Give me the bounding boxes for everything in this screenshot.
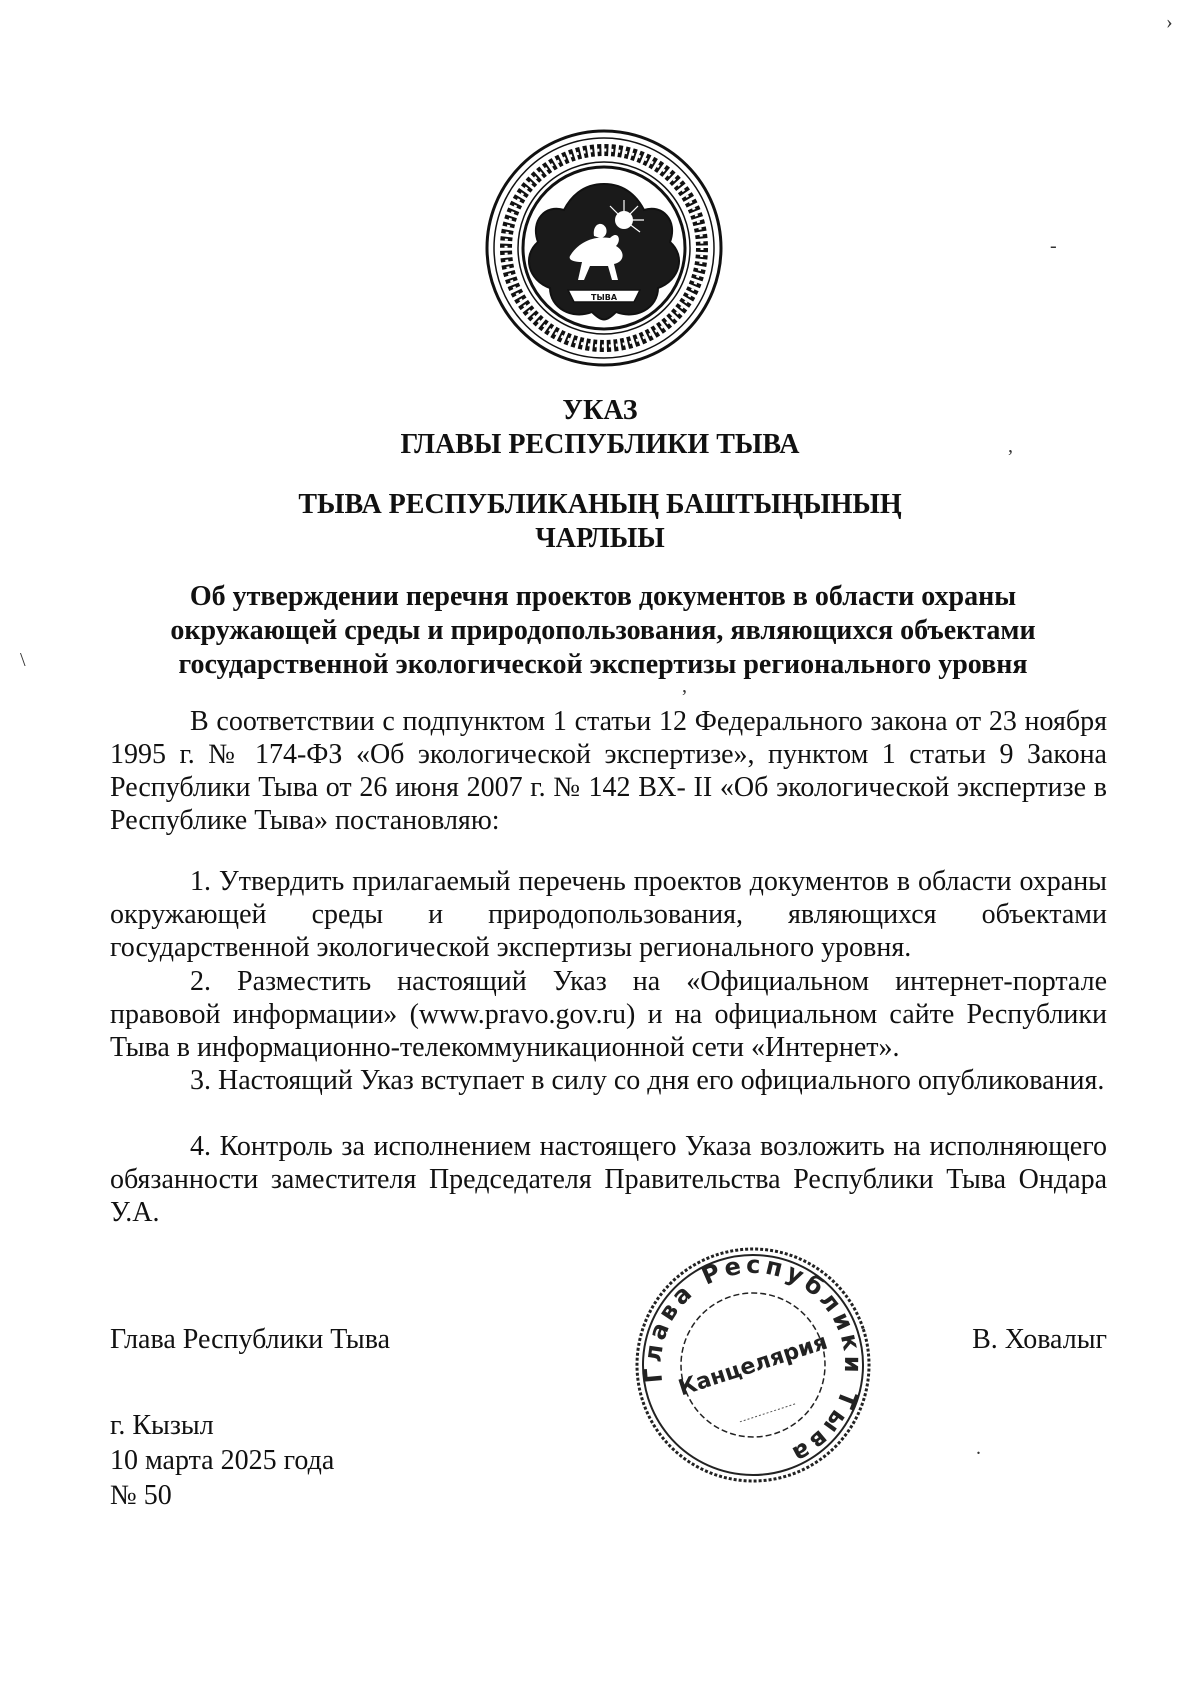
decree-item-1: 1. Утвердить прилагаемый перечень проектов документов в области охраны окружающей среды и природопользования, являющихся объектами государственной экологической экспертизы регионального уровня. xyxy=(110,866,1107,963)
scan-speck: - xyxy=(1050,235,1057,257)
scan-speck: , xyxy=(682,675,687,697)
scan-speck: \ xyxy=(20,649,26,671)
official-stamp-icon xyxy=(628,1240,878,1490)
issuer-heading: ГЛАВЫ РЕСПУБЛИКИ ТЫВА xyxy=(400,429,800,460)
document-type-heading: УКАЗ xyxy=(562,395,638,426)
emblem-ribbon-text: ТЫВА xyxy=(590,293,618,302)
city: г. Кызыл xyxy=(110,1410,214,1441)
decree-item-3: 3. Настоящий Указ вступает в силу со дня его официального опубликования. xyxy=(190,1065,1105,1096)
stamp-inner-text: Канцелярия xyxy=(675,1329,831,1402)
scan-speck: . xyxy=(976,1437,981,1459)
decree-item-2: 2. Разместить настоящий Указ на «Официальном интернет-портале правовой информации» (www.pravo.gov.ru) и на официальном сайте Республики Тыва в информационно-телекоммуникационной сети «Интернет». xyxy=(110,966,1107,1063)
signatory-position: Глава Республики Тыва xyxy=(110,1324,391,1355)
decree-item-4: 4. Контроль за исполнением настоящего Указа возложить на исполняющего обязанности заместителя Председателя Правительства Республики Тыва Ондара У.А. xyxy=(110,1131,1107,1228)
document-date: 10 марта 2025 года xyxy=(110,1445,335,1476)
place-and-date-block xyxy=(110,1408,334,1513)
tuvan-heading-line1: ТЫВА РЕСПУБЛИКАНЫҢ БАШТЫҢЫНЫҢ xyxy=(298,489,902,520)
scan-speck: , xyxy=(1008,435,1013,457)
scan-speck: › xyxy=(1166,11,1173,33)
tuvan-heading-line2: ЧАРЛЫЫ xyxy=(535,523,665,554)
tuva-emblem-icon xyxy=(484,128,724,368)
stamp-outer-text: Глава Республики Тыва xyxy=(638,1250,868,1471)
document-number: № 50 xyxy=(110,1480,172,1511)
preamble-paragraph: В соответствии с подпунктом 1 статьи 12 Федерального закона от 23 ноября 1995 г. № 174-ФЗ «Об экологической экспертизе», пунктом 1 статьи 9 Закона Республики Тыва от 26 июня 2007 г. № 142 ВХ- II «Об экологической экспертизе в Республике Тыва» постановляю: xyxy=(110,706,1107,836)
signatory-name: В. Ховалыг xyxy=(972,1324,1107,1355)
decree-title: Об утверждении перечня проектов документов в области охраны окружающей среды и природопользования, являющихся объектами государственной экологической экспертизы регионального уровня xyxy=(170,581,1036,680)
